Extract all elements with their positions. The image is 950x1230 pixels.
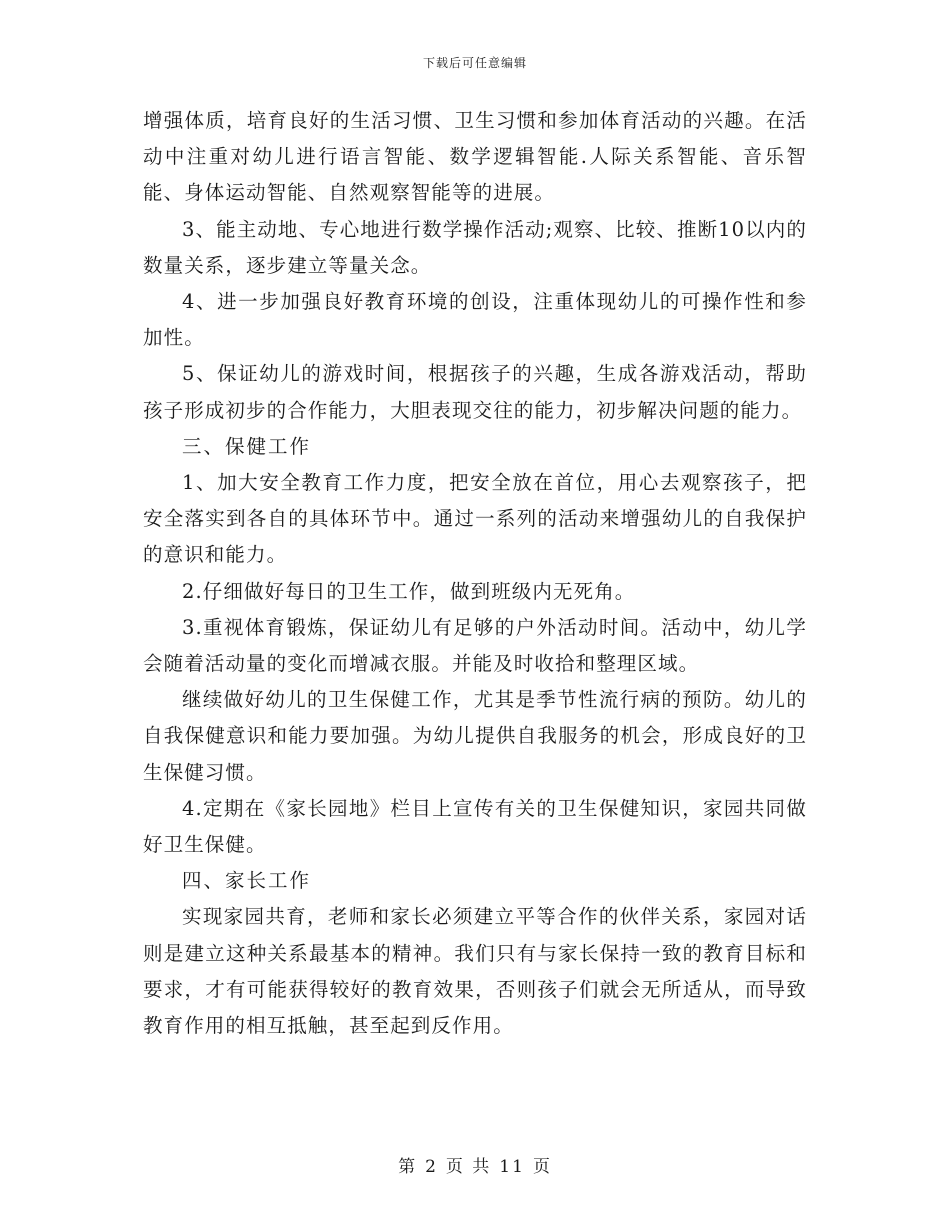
page-total: 11 [499, 1157, 525, 1177]
header-note: 下载后可任意编辑 [422, 56, 527, 70]
section-heading-health: 三、保健工作 [182, 434, 312, 458]
paragraph-health-1: 1、加大安全教育工作力度，把安全放在首位，用心去观察孩子，把安全落实到各自的具体环节中。通过一系列的活动来增强幼儿的自我保护的意识和能力。 [143, 471, 807, 567]
paragraph-health-3: 3.重视体育锻炼，保证幼儿有足够的户外活动时间。活动中，幼儿学会随着活动量的变化而增减衣服。并能及时收拾和整理区域。 [143, 615, 807, 676]
footer-suffix: 页 [532, 1157, 552, 1177]
paragraph-item-4: 4、进一步加强良好教育环境的创设，注重体现幼儿的可操作性和参加性。 [143, 290, 807, 350]
footer-middle: 页 共 [445, 1157, 492, 1177]
paragraph-parents: 实现家园共育，老师和家长必须建立平等合作的伙伴关系，家园对话则是建立这种关系最基本的精神。我们只有与家长保持一致的教育目标和要求，才有可能获得较好的教育效果，否则孩子们就会无所适从，而导致教育作用的相互抵触，甚至起到反作用。 [143, 905, 807, 1038]
paragraph-continued: 增强体质，培育良好的生活习惯、卫生习惯和参加体育活动的兴趣。在活动中注重对幼儿进行语言智能、数学逻辑智能.人际关系智能、音乐智能、身体运动智能、自然观察智能等的进展。 [143, 109, 807, 205]
section-heading-parents: 四、家长工作 [182, 869, 312, 893]
footer-prefix: 第 [398, 1157, 418, 1177]
page-number: 2 [425, 1157, 438, 1177]
paragraph-health-continue: 继续做好幼儿的卫生保健工作，尤其是季节性流行病的预防。幼儿的自我保健意识和能力要加强。为幼儿提供自我服务的机会，形成良好的卫生保健习惯。 [143, 688, 807, 784]
paragraph-health-4: 4.定期在《家长园地》栏目上宣传有关的卫生保健知识，家园共同做好卫生保健。 [143, 796, 807, 857]
paragraph-item-5: 5、保证幼儿的游戏时间，根据孩子的兴趣，生成各游戏活动，帮助孩子形成初步的合作能力，大胆表现交往的能力，初步解决问题的能力。 [143, 362, 807, 422]
page-footer [0, 1152, 950, 1177]
paragraph-item-3: 3、能主动地、专心地进行数学操作活动;观察、比较、推断10以内的数量关系，逐步建立等量关念。 [143, 217, 807, 277]
paragraph-health-2: 2.仔细做好每日的卫生工作，做到班级内无死角。 [182, 579, 636, 603]
document-body [143, 103, 807, 1044]
